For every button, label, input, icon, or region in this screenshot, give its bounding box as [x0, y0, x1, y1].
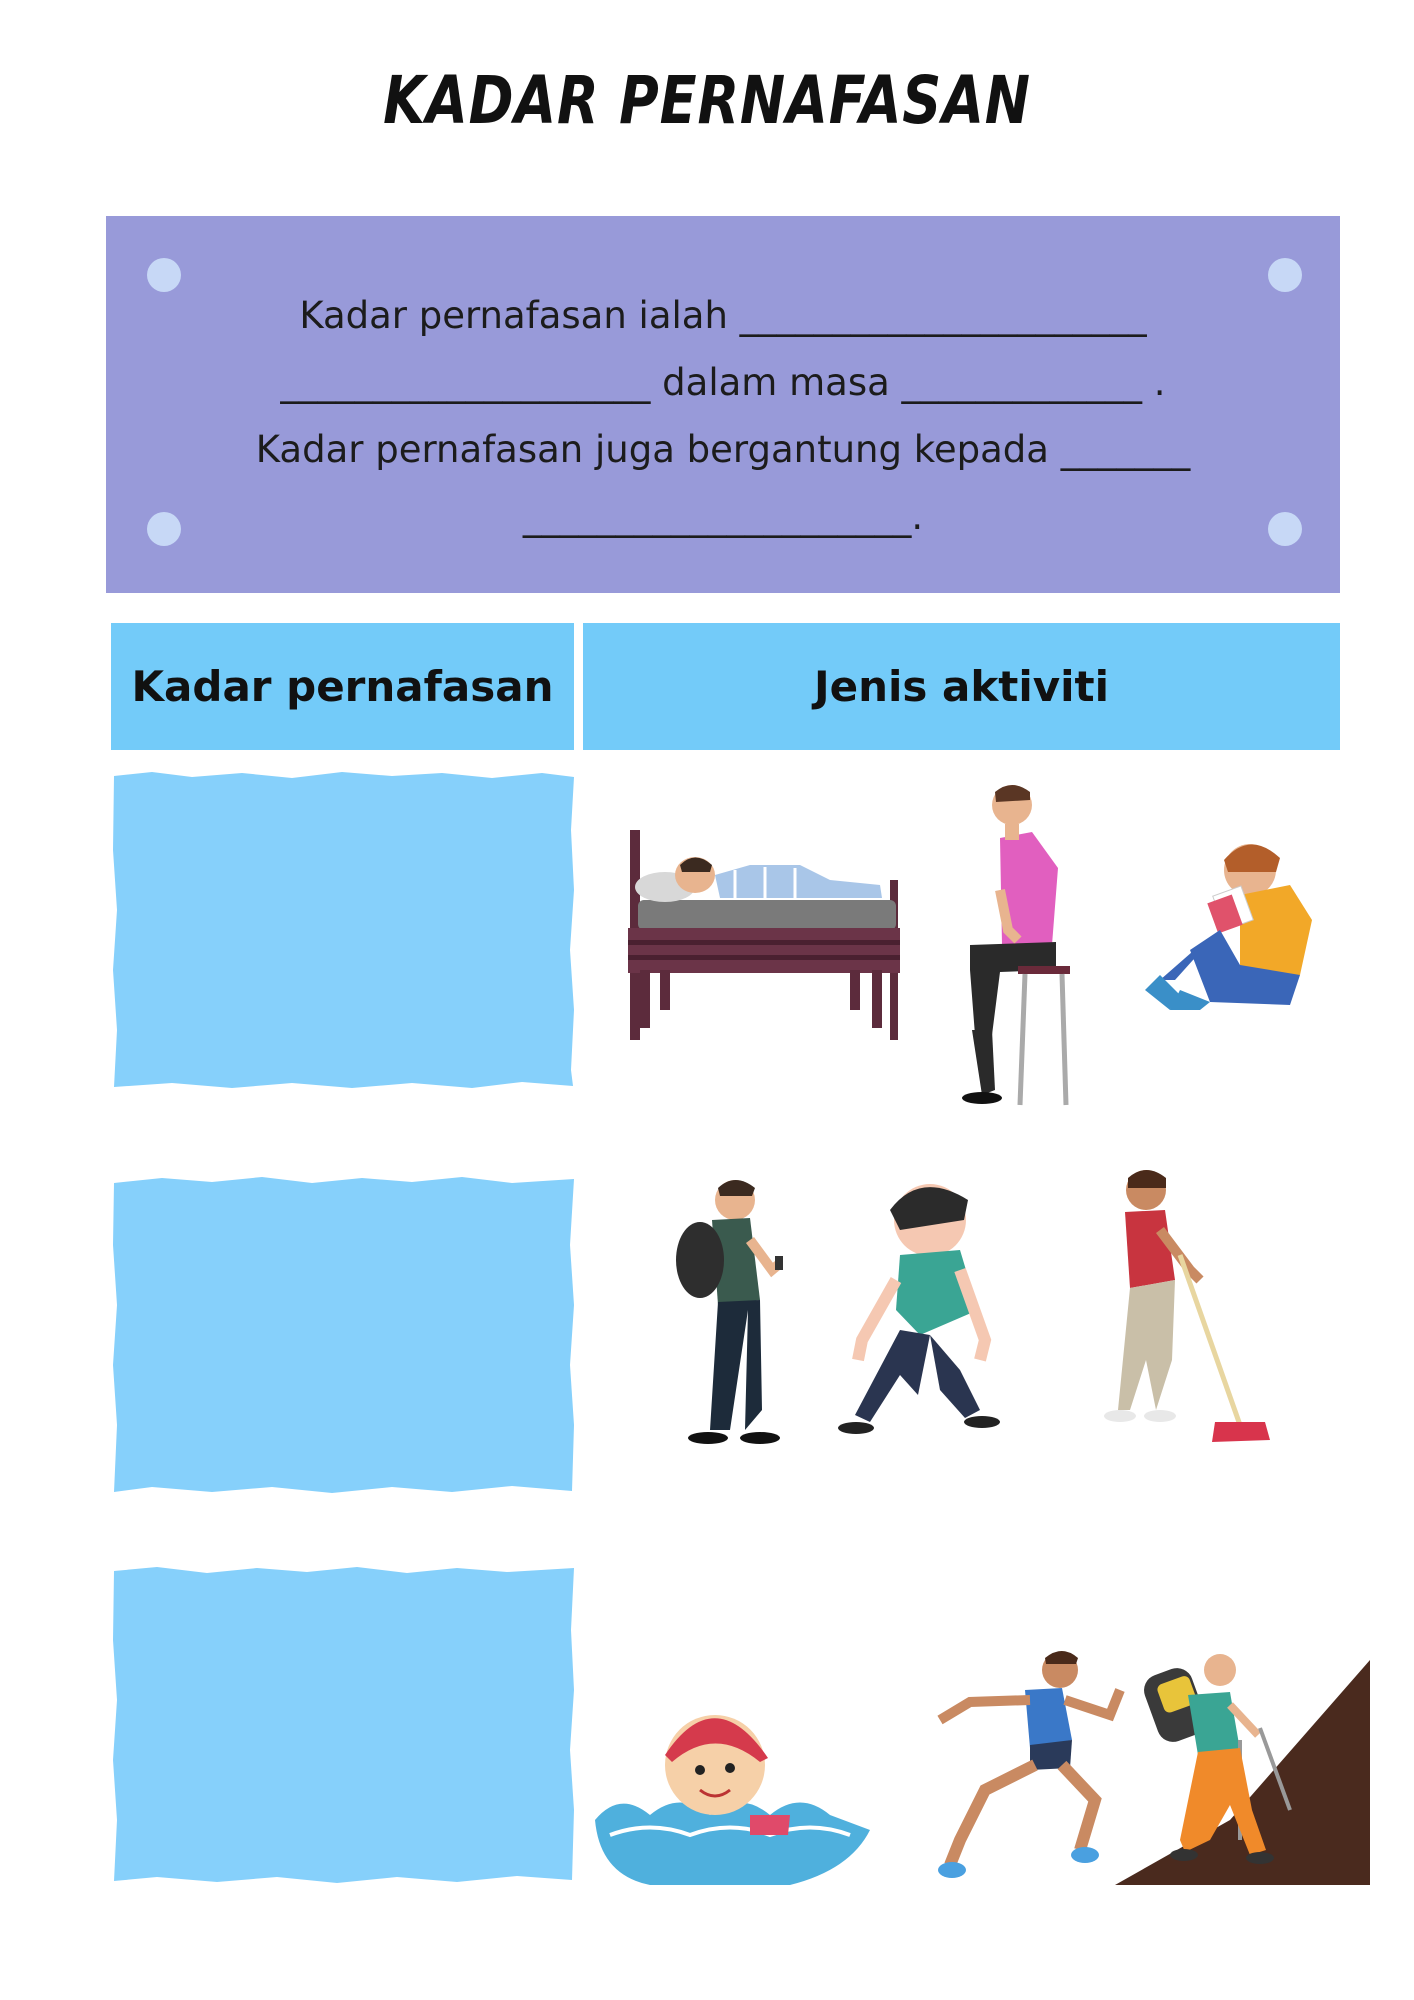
- sweeping-illustration: [1104, 1170, 1270, 1442]
- sleeping-in-bed-illustration: [628, 830, 900, 1040]
- definition-box: [106, 216, 1340, 593]
- activity-figures-row-3: [590, 1640, 1370, 1900]
- walking-with-phone-illustration: [676, 1180, 783, 1444]
- definition-line[interactable]: _____________________.: [522, 495, 924, 538]
- page-title: KADAR PERNAFASAN: [383, 62, 1031, 139]
- stretching-illustration: [838, 1184, 1000, 1434]
- header-activity-type: Jenis aktiviti: [583, 623, 1340, 750]
- sitting-on-stool-illustration: [962, 785, 1070, 1105]
- definition-line[interactable]: Kadar pernafasan ialah ______________________: [299, 294, 1147, 337]
- running-illustration: [938, 1651, 1120, 1878]
- definition-line[interactable]: ____________________ dalam masa _____________ .: [280, 361, 1166, 404]
- activity-figures-row-2: [600, 1160, 1340, 1490]
- definition-text: [136, 282, 1310, 550]
- hiking-illustration: [1115, 1654, 1370, 1885]
- activity-figures-row-1: [600, 780, 1340, 1110]
- answer-box-row-3[interactable]: [112, 1565, 576, 1885]
- header-breathing-rate: Kadar pernafasan: [111, 623, 574, 750]
- answer-box-row-2[interactable]: [112, 1175, 576, 1495]
- swimming-illustration: [595, 1715, 870, 1885]
- definition-line[interactable]: Kadar pernafasan juga bergantung kepada _______: [255, 428, 1191, 471]
- answer-box-row-1[interactable]: [112, 770, 576, 1090]
- reading-book-illustration: [1145, 844, 1312, 1010]
